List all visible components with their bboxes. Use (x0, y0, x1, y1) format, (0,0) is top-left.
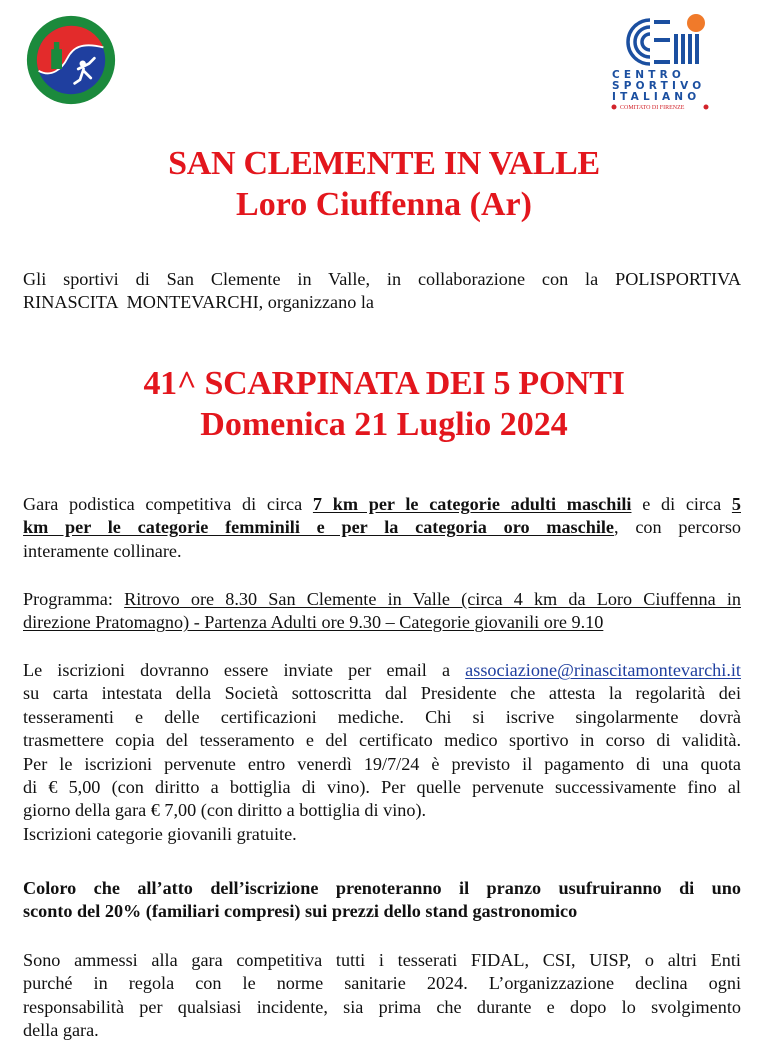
race-description (23, 493, 741, 563)
race-line (23, 493, 741, 516)
csi-logo-line3: ITALIANO (612, 91, 701, 103)
program-line (23, 588, 741, 611)
registration-text: Le iscrizioni dovranno essere inviate per email a (23, 660, 466, 680)
fleur-de-lis-icon (704, 105, 709, 110)
race-distance-women: km per le categorie femminili e per la categoria oro maschile (23, 517, 615, 538)
race-line: interamente collinare. (23, 540, 182, 561)
program-paragraph (23, 588, 741, 635)
email-link[interactable]: associazione@rinascitamontevarchi.it (465, 660, 741, 680)
race-text: , con percorso (614, 517, 741, 538)
lunch-discount-paragraph (23, 877, 741, 924)
csi-logo-line1: CENTRO (612, 69, 686, 81)
eligibility-line: della gara. (23, 1020, 99, 1041)
registration-line: tesseramenti e delle certificazioni mediche. Chi si iscrive singolarmente dovrà (23, 706, 741, 727)
location-title: SAN CLEMENTE IN VALLE (168, 145, 600, 182)
polisportiva-logo (26, 15, 116, 105)
registration-line: su carta intestata della Società sottoscritta dal Presidente che attesta la regolarità dei (23, 683, 741, 704)
program-label: Programma: (23, 589, 125, 609)
lunch-line: Coloro che all’atto dell’iscrizione prenoteranno il pranzo usufruiranno di uno (23, 878, 741, 898)
registration-line: Iscrizioni categorie giovanili gratuite. (23, 823, 297, 844)
registration-line: trasmettere copia del tesseramento e del certificato medico sportivo in corso di validità. (23, 730, 741, 751)
eligibility-line: responsabilità per qualsiasi incidente, sia prima che durante e dopo lo svolgimento (23, 996, 741, 1017)
intro-line: Gli sportivi di San Clemente in Valle, in collaborazione con la POLISPORTIVA (23, 269, 741, 289)
eligibility-line: Sono ammessi alla gara competitiva tutti i tesserati FIDAL, CSI, UISP, o altri Enti (23, 950, 741, 970)
intro-paragraph (23, 268, 741, 315)
event-date: Domenica 21 Luglio 2024 (200, 406, 568, 443)
race-distance-women: 5 (731, 494, 741, 514)
eligibility-line: purché in regola con le norme sanitarie 2024. L’organizzazione declina ogni (23, 973, 741, 994)
program-text: direzione Pratomagno) - Partenza Adulti ore 9.30 – Categorie giovanili ore 9.10 (23, 612, 604, 633)
race-line (23, 516, 741, 539)
program-text: Ritrovo ore 8.30 San Clemente in Valle (circa 4 km da Loro Ciuffenna in (124, 589, 741, 609)
csi-logo-line2: SPORTIVO (612, 80, 706, 92)
race-text: e di circa (631, 494, 732, 514)
registration-line (23, 659, 741, 682)
csi-logo-subtitle: COMITATO DI FIRENZE (620, 105, 685, 111)
intro-line: RINASCITA MONTEVARCHI, organizzano la (23, 292, 374, 313)
event-name: 41^ SCARPINATA DEI 5 PONTI (143, 365, 625, 402)
eligibility-paragraph (23, 949, 741, 1043)
fleur-de-lis-icon (612, 105, 617, 110)
program-line (23, 611, 741, 634)
registration-line: di € 5,00 (con diritto a bottiglia di vino). Per quelle pervenute successivamente fino al (23, 777, 741, 798)
registration-line: Per le iscrizioni pervenute entro venerdì 19/7/24 è previsto il pagamento di una quota (23, 753, 741, 774)
location-subtitle: Loro Ciuffenna (Ar) (236, 186, 532, 223)
csi-logo (610, 12, 710, 112)
race-text: Gara podistica competitiva di circa (23, 494, 313, 514)
race-distance-men: 7 km per le categorie adulti maschili (312, 494, 632, 514)
registration-line: giorno della gara € 7,00 (con diritto a bottiglia di vino). (23, 800, 427, 821)
lunch-line: sconto del 20% (familiari compresi) sui prezzi dello stand gastronomico (23, 901, 578, 922)
registration-paragraph (23, 659, 741, 846)
